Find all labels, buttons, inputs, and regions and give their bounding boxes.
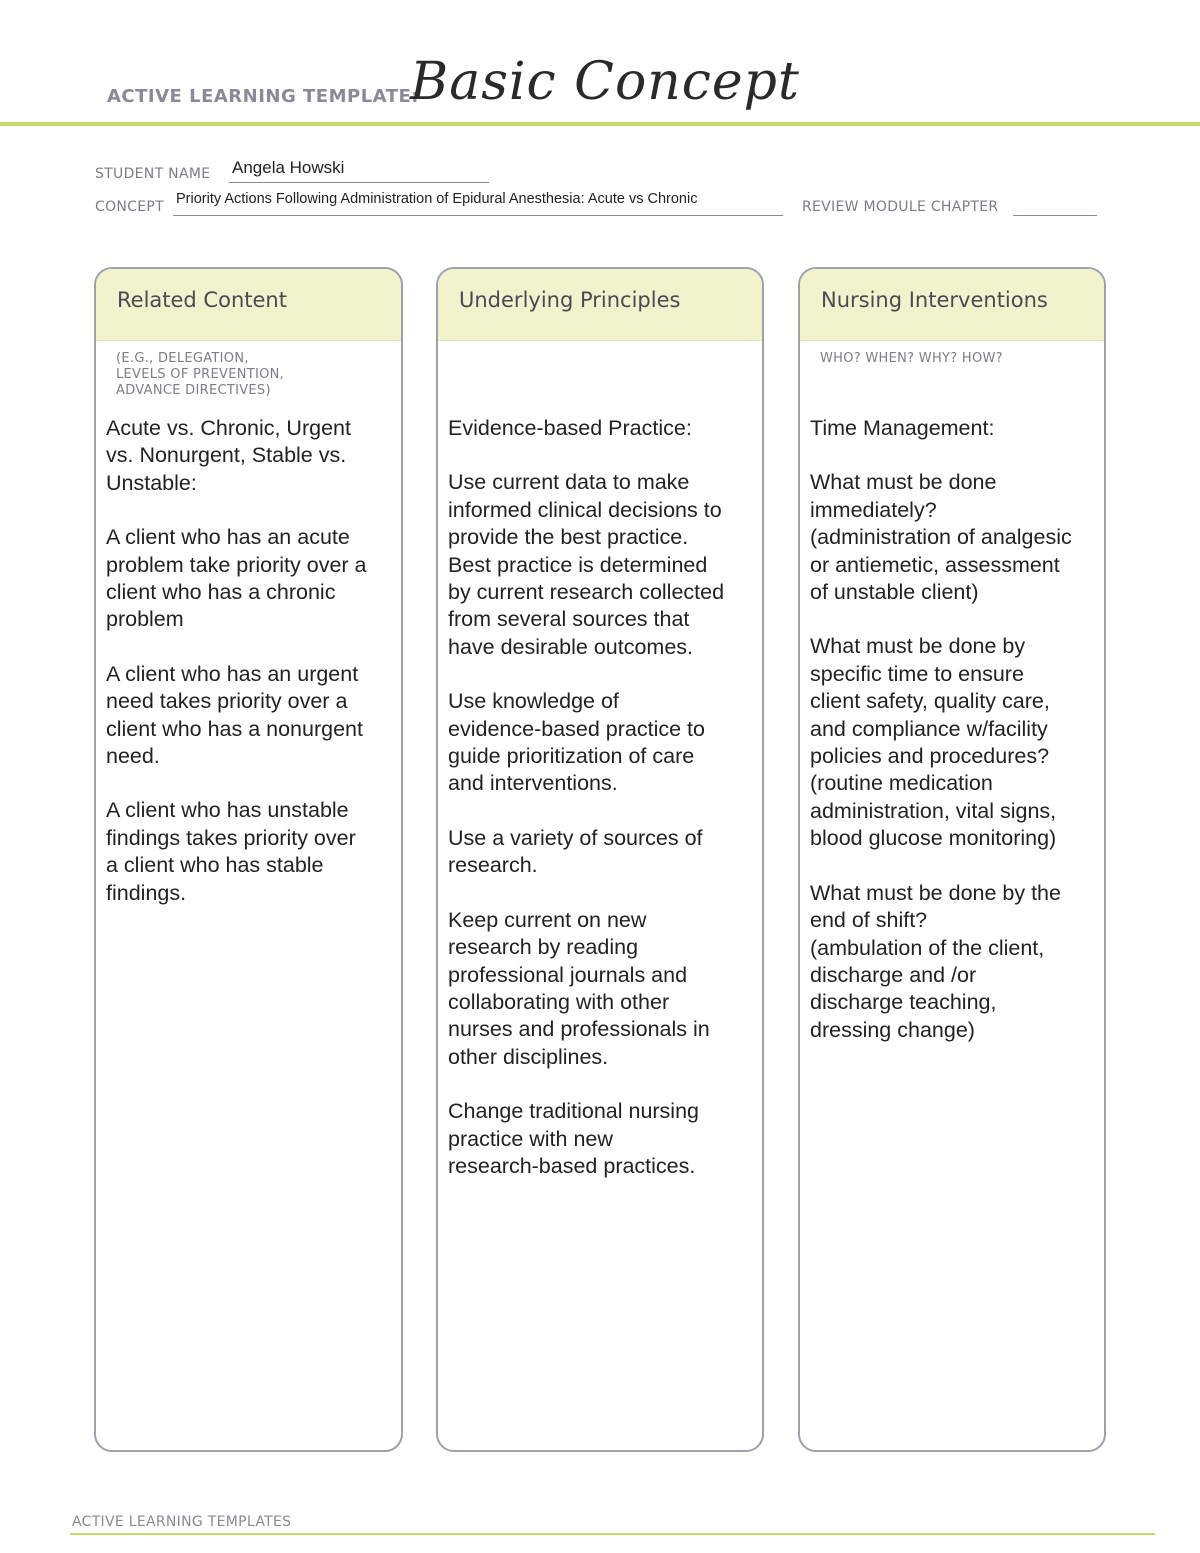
paragraph: Use current data to make informed clinical decisions to provide the best practice. Best practice is determined by current research collected from several sources that have desirable outcomes. [448, 470, 725, 659]
template-title: Basic Concept [410, 52, 800, 112]
nursing-interventions-panel [798, 267, 1106, 1452]
paragraph: Keep current on new research by reading professional journals and collaborating with other nurses and professionals in other disciplines. [448, 907, 710, 1069]
paragraph: Evidence-based Practice: [448, 416, 692, 440]
paragraph: A client who has an acute problem take priority over a client who has a chronic problem [106, 525, 367, 632]
paragraph: Use a variety of sources of research. [448, 825, 703, 878]
underlying-principles-subtitle [438, 341, 762, 415]
student-name-label: STUDENT NAME [95, 166, 211, 182]
underlying-principles-title: Underlying Principles [438, 269, 762, 341]
student-name-field[interactable]: Angela Howski [232, 158, 345, 177]
paragraph: What must be done immediately? (administration of analgesic or antiemetic, assessment of unstable client) [810, 470, 1072, 605]
paragraph: What must be done by the end of shift? (ambulation of the client, discharge and /or discharge teaching, dressing change) [810, 880, 1061, 1042]
related-content-subtitle: (E.G., DELEGATION, LEVELS OF PREVENTION, ADVANCE DIRECTIVES) [116, 351, 285, 398]
related-content-panel [94, 267, 403, 1452]
paragraph: Acute vs. Chronic, Urgent vs. Nonurgent, Stable vs. Unstable: [106, 416, 351, 495]
footer-divider [70, 1533, 1155, 1535]
nursing-interventions-body [800, 415, 1104, 1044]
underlying-principles-body [438, 415, 762, 1180]
paragraph: What must be done by specific time to ensure client safety, quality care, and compliance w/facility policies and procedures? (routine medication administration, vital signs, blood glucose monitoring) [810, 634, 1057, 851]
footer-label: ACTIVE LEARNING TEMPLATES [72, 1514, 292, 1530]
paragraph: A client who has an urgent need takes priority over a client who has a nonurgent need. [106, 661, 363, 769]
paragraph: Time Management: [810, 416, 995, 440]
concept-underline [173, 215, 783, 216]
template-label: ACTIVE LEARNING TEMPLATE: [107, 86, 419, 107]
paragraph: Use knowledge of evidence-based practice to guide prioritization of care and interventions. [448, 689, 705, 796]
header-divider [0, 122, 1200, 126]
page-header [0, 0, 1200, 130]
student-name-underline [229, 182, 489, 183]
nursing-interventions-title: Nursing Interventions [800, 269, 1104, 341]
review-module-label: REVIEW MODULE CHAPTER [802, 199, 999, 215]
review-module-underline [1013, 215, 1097, 216]
related-content-title: Related Content [96, 269, 401, 341]
underlying-principles-panel [436, 267, 764, 1452]
concept-label: CONCEPT [95, 199, 164, 215]
nursing-interventions-subtitle: WHO? WHEN? WHY? HOW? [820, 351, 1003, 366]
paragraph: Change traditional nursing practice with new research-based practices. [448, 1099, 699, 1178]
concept-field[interactable]: Priority Actions Following Administration of Epidural Anesthesia: Acute vs Chronic [176, 191, 698, 207]
related-content-body [96, 415, 401, 907]
paragraph: A client who has unstable findings takes priority over a client who has stable findings. [106, 798, 356, 905]
